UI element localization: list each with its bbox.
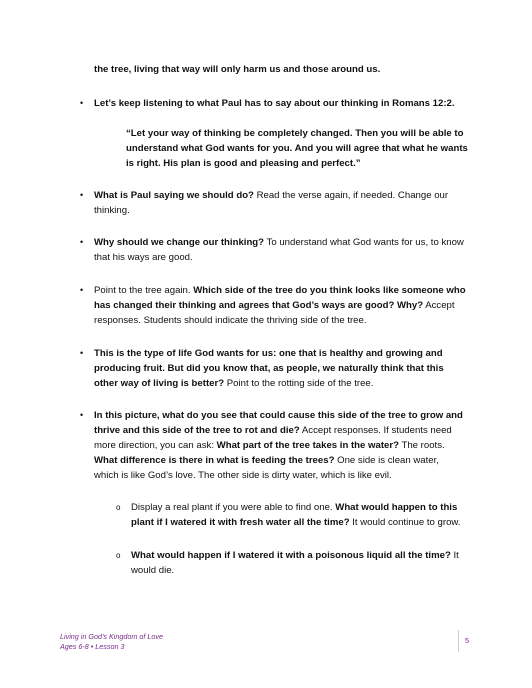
sub-bullet-marker-1: o	[116, 551, 121, 560]
paragraph-4-segment-2: Accept responses. Students should indicate the thriving side of the tree.	[94, 300, 455, 326]
sub-bullet-marker-0: o	[116, 503, 121, 512]
paragraph-1-segment-0: Let’s keep listening to what Paul has to say about our thinking in Romans 12:2.	[94, 98, 455, 109]
paragraph-3	[94, 235, 466, 265]
paragraph-4-segment-1: Which side of the tree do you think looks like someone who has changed their thinking and agrees that God’s ways are good? Why?	[94, 285, 466, 311]
paragraph-6-segment-3: The roots.	[398, 440, 445, 451]
bullet-marker-2: •	[80, 190, 84, 200]
paragraph-6-segment-2: What part of the tree takes in the water?	[216, 440, 399, 451]
paragraph-5-segment-0: This is the type of life God wants for us: one that is healthy and growing and producing fruit. But did you know that, as people, we naturally think that this other way of living is better?	[94, 348, 444, 389]
paragraph-6	[94, 408, 466, 483]
paragraph-2	[94, 188, 466, 218]
paragraph-4	[94, 283, 466, 328]
paragraph-0-segment-0: the tree, living that way will only harm us and those around us.	[94, 64, 381, 75]
footer	[60, 632, 163, 652]
footer-title: Living in God’s Kingdom of Love	[60, 632, 163, 641]
sub-item-1	[131, 548, 471, 578]
bullet-marker-5: •	[80, 348, 84, 358]
sub-item-1-segment-0: What would happen if I watered it with a poisonous liquid all the time?	[131, 550, 451, 561]
scripture-quote: “Let your way of thinking be completely changed. Then you will be able to understand what God wants for you. And you will agree that what he wants is right. His plan is good and pleasing and perfect.”	[126, 128, 468, 169]
paragraph-2-segment-1: Read the verse again, if needed. Change our thinking.	[94, 190, 449, 216]
sub-item-0-segment-0: Display a real plant if you were able to find one.	[131, 502, 336, 513]
paragraph-6-segment-5: One side is clean water, which is like God’s love. The other side is dirty water, which is like evil.	[94, 455, 439, 481]
paragraph-3-segment-1: To understand what God wants for us, to know that his ways are good.	[94, 237, 464, 263]
sub-item-0	[131, 500, 471, 530]
bullet-marker-4: •	[80, 285, 84, 295]
paragraph-3-segment-0: Why should we change our thinking?	[94, 237, 265, 248]
paragraph-1	[94, 96, 466, 111]
paragraph-2-segment-0: What is Paul saying we should do?	[94, 190, 254, 201]
bullet-marker-1: •	[80, 98, 84, 108]
paragraph-5-segment-1: Point to the rotting side of the tree.	[224, 378, 374, 389]
paragraph-5	[94, 346, 466, 391]
paragraph-4-segment-0: Point to the tree again.	[94, 285, 194, 296]
sub-item-0-segment-2: It would continue to grow.	[349, 517, 461, 528]
sub-item-1-segment-1: It would die.	[131, 550, 459, 576]
sub-item-0-segment-1: What would happen to this plant if I watered it with fresh water all the time?	[131, 502, 458, 528]
paragraph-6-segment-1: Accept responses. If students need more direction, you can ask:	[94, 425, 452, 451]
paragraph-6-segment-0: In this picture, what do you see that could cause this side of the tree to grow and thrive and this side of the tree to rot and die?	[94, 410, 463, 436]
footer-divider	[458, 630, 459, 652]
bullet-marker-3: •	[80, 237, 84, 247]
page-number: 5	[465, 636, 469, 645]
paragraph-0	[94, 62, 466, 77]
bullet-marker-6: •	[80, 410, 84, 420]
paragraph-6-segment-4: What difference is there in what is feeding the trees?	[94, 455, 335, 466]
footer-subtitle: Ages 6-8 • Lesson 3	[60, 642, 125, 651]
